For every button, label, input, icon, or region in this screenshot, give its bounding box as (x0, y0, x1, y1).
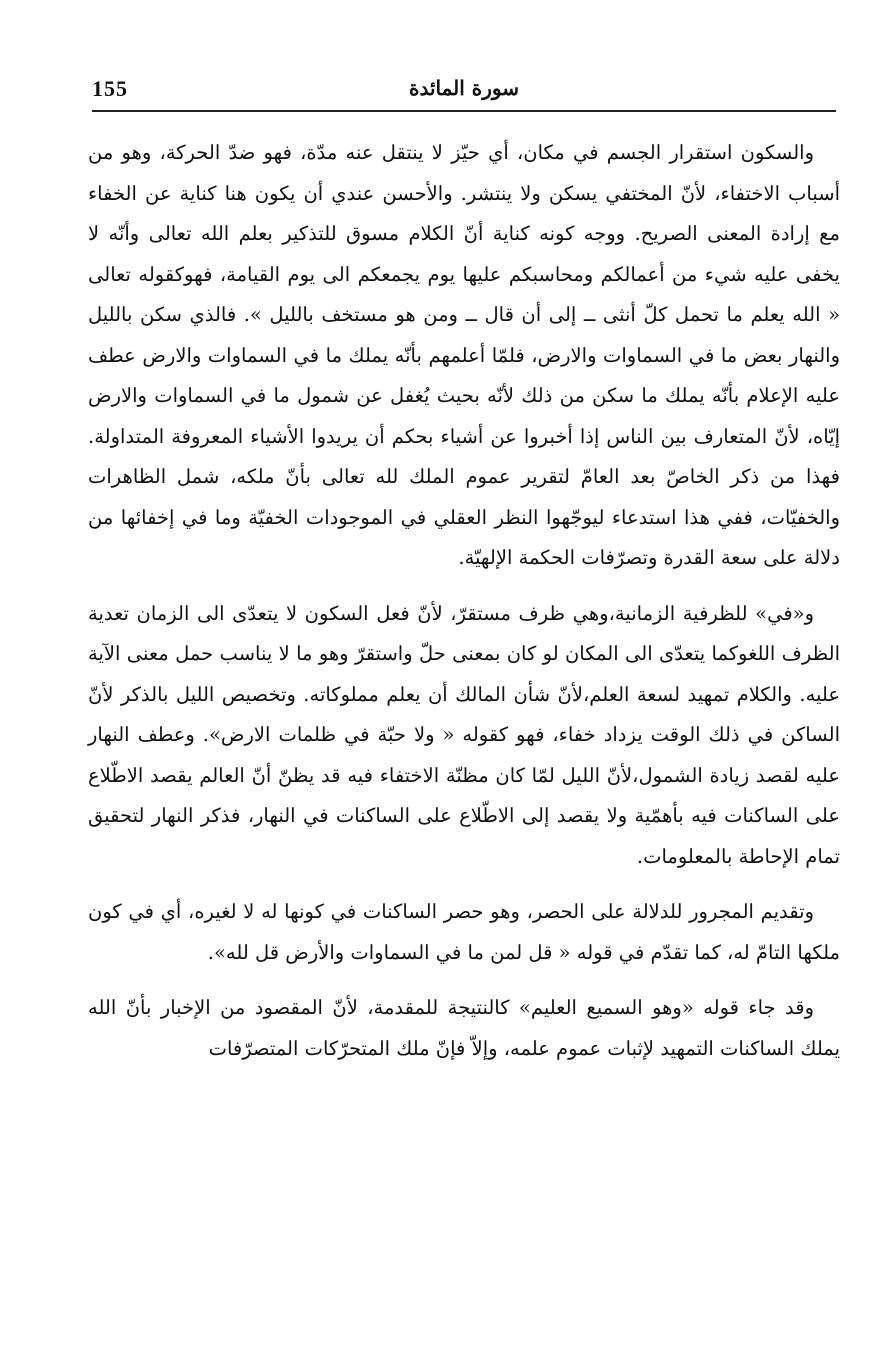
paragraph: والسكون استقرار الجسم في مكان، أي حيّز لا ينتقل عنه مدّة، فهو ضدّ الحركة، وهو من أسباب الاختفاء، لأنّ المختفي يسكن ولا ينتشر. والأحسن عندي أن يكون هنا كناية عن الخفاء مع إرادة المعنى الصريح. ووجه كونه كناية أنّ الكلام مسوق للتذكير بعلم الله تعالى وأنّه لا يخفى عليه شيء من أعمالكم ومحاسبكم عليها يوم يجمعكم الى يوم القيامة، فهوكقوله تعالى « الله يعلم ما تحمل كلّ أنثى ــ إلى أن قال ــ ومن هو مستخف بالليل ». فالذي سكن بالليل والنهار بعض ما في السماوات والارض، فلمّا أعلمهم بأنّه يملك ما في السماوات والارض عطف عليه الإعلام بأنّه يملك ما سكن من ذلك لأنّه بحيث يُغفل عن شمول ما في السماوات والارض إيّاه، لأنّ المتعارف بين الناس إذا أخبروا عن أشياء بحكم أن يريدوا الأشياء المعروفة المتداولة. فهذا من ذكر الخاصّ بعد العامّ لتقرير عموم الملك لله تعالى بأنّ ملكه، شمل الظاهرات والخفيّات، ففي هذا استدعاء ليوجّهوا النظر العقلي في الموجودات الخفيّة وما في إخفائها من دلالة على سعة القدرة وتصرّفات الحكمة الإلهيّة. (88, 141, 840, 569)
page-header (92, 70, 836, 112)
paragraph: وتقديم المجرور للدلالة على الحصر، وهو حصر الساكنات في كونها له لا لغيره، أي في كون ملكها التامّ له، كما تقدّم في قوله « قل لمن ما في السماوات والأرض قل لله». (88, 900, 840, 964)
page-body (88, 133, 840, 1069)
paragraph: وقد جاء قوله «وهو السميع العليم» كالنتيجة للمقدمة، لأنّ المقصود من الإخبار بأنّ الله يملك الساكنات التمهيد لإثبات عموم علمه، وإلاّ فإنّ ملك المتحرّكات المتصرّفات (88, 996, 840, 1060)
paragraph: و«في» للظرفية الزمانية،وهي ظرف مستقرّ، لأنّ فعل السكون لا يتعدّى الى الزمان تعدية الظرف اللغوكما يتعدّى الى المكان لو كان بمعنى حلّ واستقرّ وهو ما لا يناسب حمل معنى الآية عليه. والكلام تمهيد لسعة العلم،لأنّ شأن المالك أن يعلم مملوكاته. وتخصيص الليل بالذكر لأنّ الساكن في ذلك الوقت يزداد خفاء، فهو كقوله « ولا حبّة في ظلمات الارض». وعطف النهار عليه لقصد زيادة الشمول،لأنّ الليل لمّا كان مظنّة الاختفاء فيه قد يظنّ أنّ العالم يقصد الاطّلاع على الساكنات فيه بأهمّية ولا يقصد إلى الاطّلاع على الساكنات في النهار، فذكر النهار لتحقيق تمام الإحاطة بالمعلومات. (88, 601, 840, 868)
page-number: 155 (92, 76, 128, 101)
chapter-title: سورة المائدة (408, 76, 520, 100)
